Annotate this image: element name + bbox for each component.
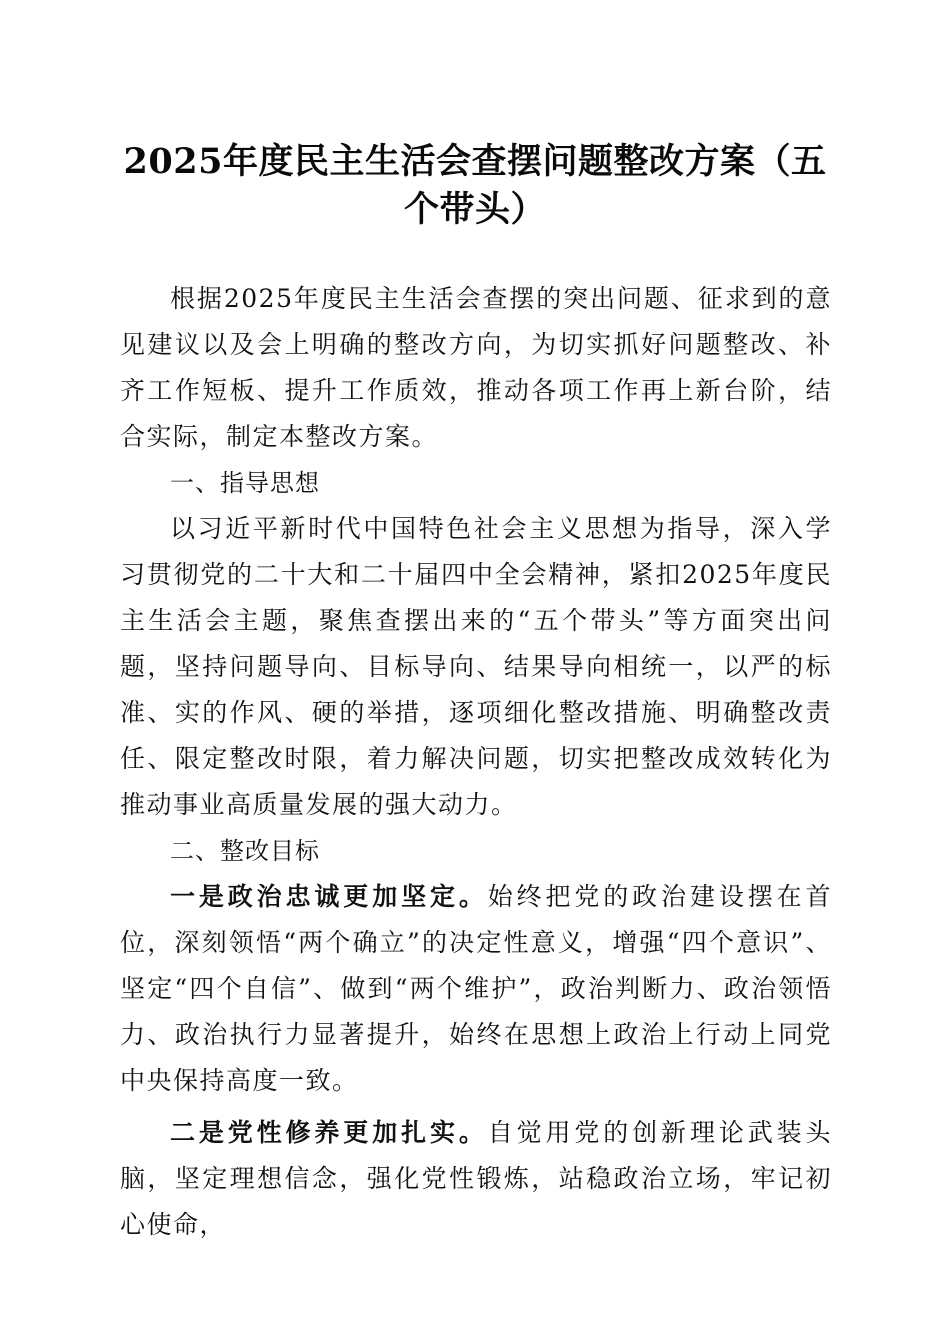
goal-item-party-spirit [120,1110,832,1248]
goal-item-lead: 一是政治忠诚更加坚定。 [170,882,488,911]
section-heading-rectification-goals: 二、整改目标 [170,837,320,865]
guiding-ideology-paragraph: 以习近平新时代中国特色社会主义思想为指导，深入学习贯彻党的二十大和二十届四中全会精神，紧扣2025年度民主生活会主题，聚焦查摆出来的“五个带头”等方面突出问题，坚持问题导向、目标导向、结果导向相统一，以严的标准、实的作风、硬的举措，逐项细化整改措施、明确整改责任、限定整改时限，着力解决问题，切实把整改成效转化为推动事业高质量发展的强大动力。 [120,514,832,819]
title-line-2: 个带头） [403,189,546,230]
goal-item-text: 始终把党的政治建设摆在首位，深刻领悟“两个确立”的决定性意义，增强“四个意识”、坚定“四个自信”、做到“两个维护”，政治判断力、政治领悟力、政治执行力显著提升，始终在思想上政治上行动上同党中央保持高度一致。 [120,882,832,1095]
document-body [120,276,832,1248]
intro-paragraph: 根据2025年度民主生活会查摆的突出问题、征求到的意见建议以及会上明确的整改方向，为切实抓好问题整改、补齐工作短板、提升工作质效，推动各项工作再上新台阶，结合实际，制定本整改方案。 [120,284,832,451]
goal-item-lead: 二是党性修养更加扎实。 [170,1118,488,1147]
document-title [0,138,950,234]
goal-item-political-loyalty [120,874,832,1104]
goal-item-text: 自觉用党的创新理论武装头脑，坚定理想信念，强化党性锻炼，站稳政治立场，牢记初心使命， [120,1118,832,1239]
title-line-1: 2025年度民主生活会查摆问题整改方案（五 [123,141,827,182]
section-heading-guiding-ideology: 一、指导思想 [170,469,320,497]
